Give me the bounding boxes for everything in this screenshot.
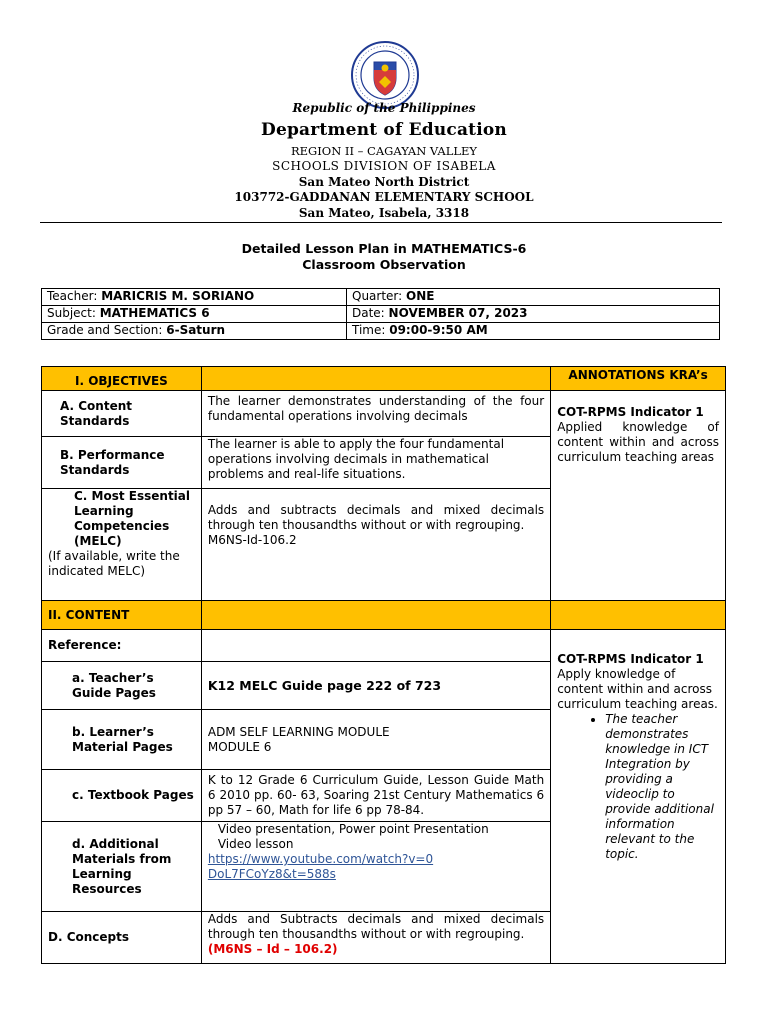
performance-standards-text: The learner is able to apply the four fundamental operations involving decimals in mathematical problems and real-life situations.: [201, 437, 550, 489]
melc-text-cell: [201, 489, 550, 601]
teachers-guide-text: K12 MELC Guide page 222 of 723: [201, 662, 550, 710]
teacher-name: MARICRIS M. SORIANO: [101, 289, 255, 303]
grade-cell: Grade and Section: 6-Saturn: [42, 323, 347, 340]
deped-seal-icon: [350, 40, 420, 110]
district-line: San Mateo North District: [298, 175, 470, 189]
learners-material-text-1: ADM SELF LEARNING MODULE: [207, 724, 390, 739]
content-standards-label: A. Content Standards: [42, 391, 202, 437]
department-line: Department of Education: [261, 120, 507, 140]
textbook-label: c. Textbook Pages: [42, 770, 202, 822]
annotation1-title: COT-RPMS Indicator 1: [557, 405, 704, 419]
annotation2-bullet: • The teacher demonstrates knowledge in ICT Integration by providing a videoclip to provide additional information relevant to the topic.: [605, 712, 719, 862]
reference-blank: [201, 630, 550, 662]
annotation1-text: Applied knowledge of content within and across curriculum teaching areas: [557, 420, 719, 464]
republic-line: Republic of the Philippines: [292, 101, 476, 115]
annotation2-text: Apply knowledge of content within and across curriculum teaching areas.: [557, 667, 718, 711]
learners-material-label: b. Learner’s Material Pages: [42, 710, 202, 770]
region-line: REGION II – CAGAYAN VALLEY: [290, 144, 478, 158]
reference-label: Reference:: [42, 630, 202, 662]
annotations-header: ANNOTATIONS KRA’s: [551, 367, 726, 391]
date-value: NOVEMBER 07, 2023: [388, 306, 528, 320]
quarter-value: ONE: [406, 289, 435, 303]
learners-material-text-2: MODULE 6: [207, 739, 272, 754]
melc-code: M6NS-Id-106.2: [207, 533, 297, 547]
info-table: [41, 288, 720, 340]
date-cell: Date: NOVEMBER 07, 2023: [347, 306, 720, 323]
content-header: II. CONTENT: [42, 601, 202, 630]
melc-note: (If available, write the indicated MELC): [48, 549, 180, 578]
video-lesson-link[interactable]: https://www.youtube.com/watch?v=0DoL7FCoYz8&t=588s: [207, 852, 434, 881]
concepts-cell: [201, 912, 550, 964]
quarter-cell: Quarter: ONE: [347, 289, 720, 306]
content-standards-text: The learner demonstrates understanding of the four fundamental operations involving decimals: [201, 391, 550, 437]
subject-cell: Subject: MATHEMATICS 6: [42, 306, 347, 323]
time-value: 09:00-9:50 AM: [389, 323, 488, 337]
lesson-plan-subtitle: Classroom Observation: [302, 257, 466, 272]
annotation-cell-1: [551, 391, 726, 601]
grade-value: 6-Saturn: [166, 323, 226, 337]
additional-materials-text-2: Video lesson: [217, 837, 294, 851]
time-cell: Time: 09:00-9:50 AM: [347, 323, 720, 340]
melc-label-cell: [42, 489, 202, 601]
header-divider: [40, 222, 722, 223]
learners-material-cell: [201, 710, 550, 770]
melc-label: C. Most Essential Learning Competencies (MELC): [74, 489, 191, 548]
additional-materials-text-1: Video presentation, Power point Presentation: [217, 822, 489, 836]
additional-materials-cell: [201, 822, 550, 912]
concepts-label: D. Concepts: [42, 912, 202, 964]
performance-standards-label: B. Performance Standards: [42, 437, 202, 489]
content-header-blank-2: [551, 601, 726, 630]
teachers-guide-label: a. Teacher’s Guide Pages: [42, 662, 202, 710]
teacher-cell: Teacher: MARICRIS M. SORIANO: [42, 289, 347, 306]
objectives-header-blank: [201, 367, 550, 391]
melc-text: Adds and subtracts decimals and mixed decimals through ten thousandths without or with regrouping.: [207, 503, 545, 532]
objectives-header: I. OBJECTIVES: [42, 367, 202, 391]
lesson-plan-table: [41, 366, 726, 964]
annotation-cell-2: [551, 630, 726, 964]
address-line: San Mateo, Isabela, 3318: [298, 206, 470, 220]
lesson-plan-title: Detailed Lesson Plan in MATHEMATICS-6: [241, 241, 527, 256]
division-line: SCHOOLS DIVISION OF ISABELA: [272, 159, 496, 173]
annotation2-bullets: [557, 712, 719, 862]
content-header-blank: [201, 601, 550, 630]
textbook-text: K to 12 Grade 6 Curriculum Guide, Lesson Guide Math 6 2010 pp. 60- 63, Soaring 21st Century Mathematics 6 pp 57 – 60, Math for life 6 pp 78-84.: [201, 770, 550, 822]
school-line: 103772-GADDANAN ELEMENTARY SCHOOL: [234, 190, 534, 204]
additional-materials-label: d. Additional Materials from Learning Resources: [42, 822, 202, 912]
annotation2-title: COT-RPMS Indicator 1: [557, 652, 704, 666]
concepts-code: (M6NS – Id – 106.2): [207, 942, 338, 956]
subject-value: MATHEMATICS 6: [99, 306, 210, 320]
concepts-text: Adds and Subtracts decimals and mixed decimals through ten thousandths without or with regrouping.: [207, 912, 545, 941]
